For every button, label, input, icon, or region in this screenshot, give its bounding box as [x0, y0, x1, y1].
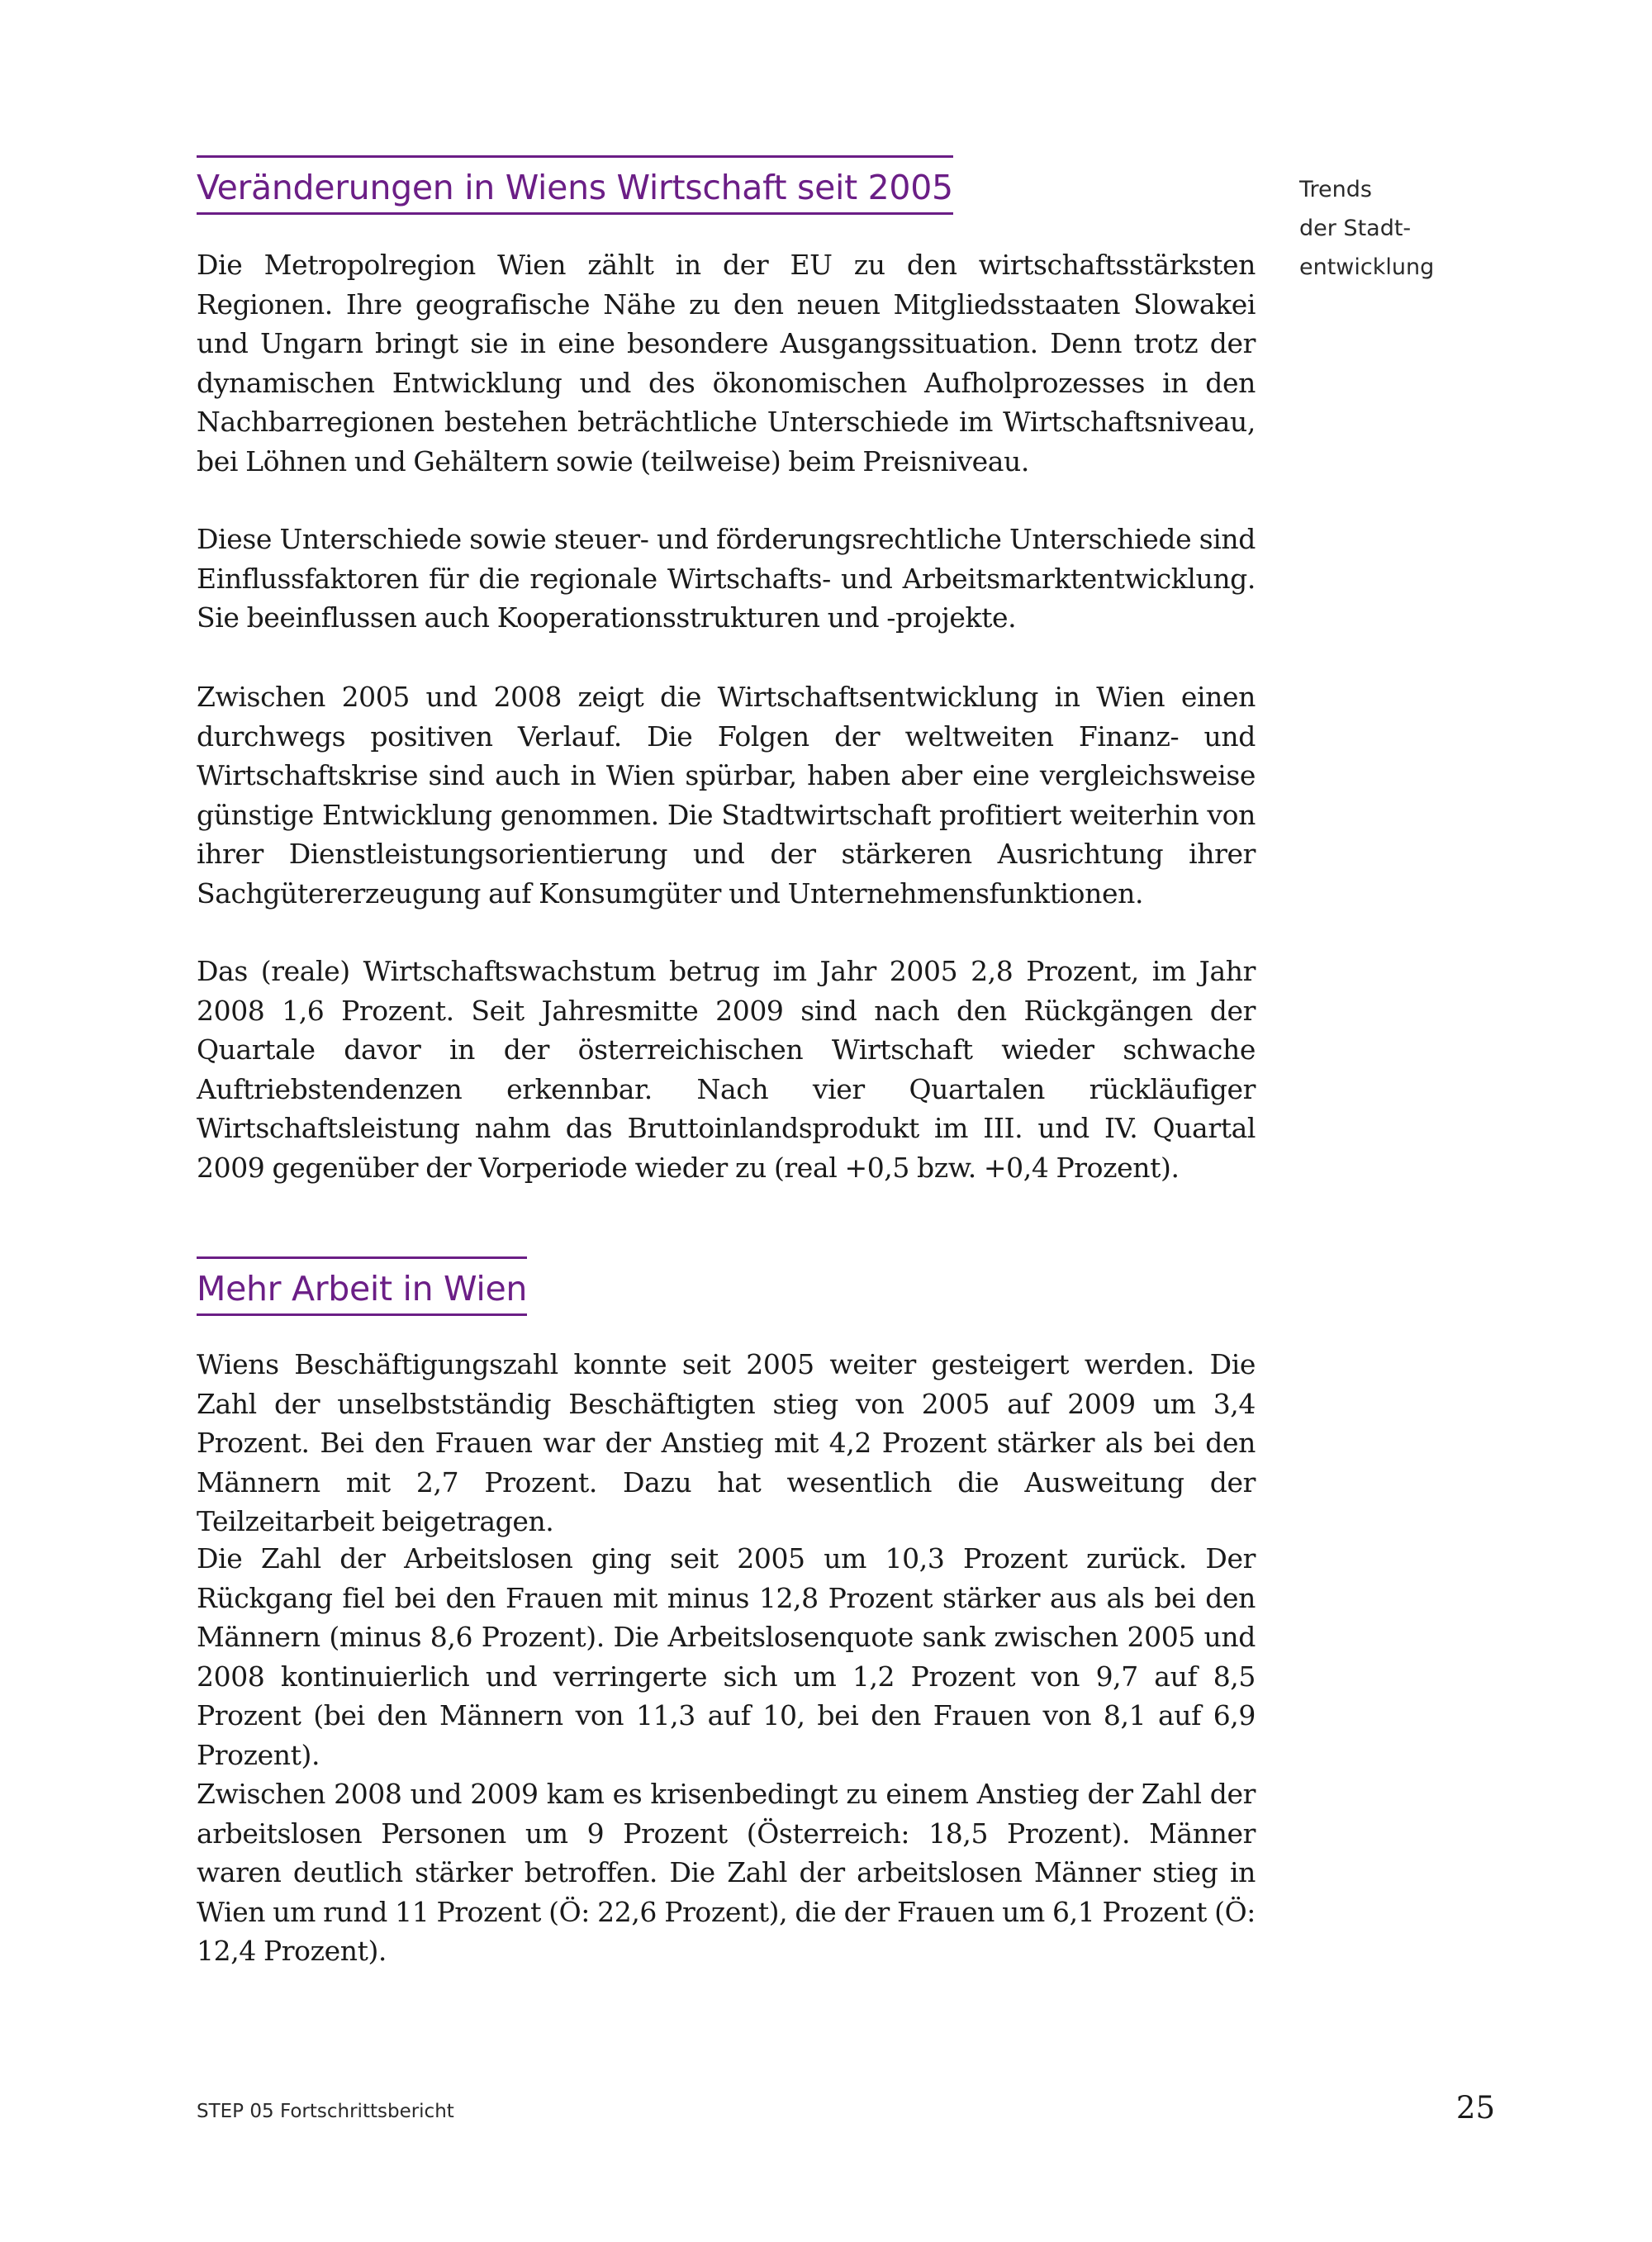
page-number: 25 [1455, 2090, 1495, 2126]
body-paragraph: Diese Unterschiede sowie steuer- und förderungsrechtliche Unterschiede sind Einflussfaktoren für die regionale Wirtschafts- und Arbeitsmarktentwicklung. Sie beeinflussen auch Kooperationsstrukturen und -projekte. [197, 523, 1256, 634]
section-heading-economy: Veränderungen in Wiens Wirtschaft seit 2005 [197, 155, 953, 215]
body-paragraph: Zwischen 2008 und 2009 kam es krisenbedingt zu einem Anstieg der Zahl der arbeitslosen Personen um 9 Prozent (Österreich: 18,5 Prozent). Männer waren deutlich stärker betroffen. Die Zahl der arbeitslosen Männer stieg in Wien um rund 11 Prozent (Ö: 22,6 Prozent), die der Frauen um 6,1 Prozent (Ö: 12,4 Prozent). [197, 1778, 1256, 1967]
section-heading-employment: Mehr Arbeit in Wien [197, 1256, 527, 1316]
sidebar-line: der Stadt- [1299, 216, 1412, 241]
body-paragraph: Zwischen 2005 und 2008 zeigt die Wirtschaftsentwicklung in Wien einen durchwegs positiven Verlauf. Die Folgen der weltweiten Finanz- und Wirtschaftskrise sind auch in Wien spürbar, haben aber eine vergleichsweise günstige Entwicklung genommen. Die Stadtwirtschaft profitiert weiterhin von ihrer Dienstleistungsorientierung und der stärkeren Ausrichtung ihrer Sachgütererzeugung auf Konsumgüter und Unternehmensfunktionen. [197, 681, 1256, 910]
body-paragraph: Das (reale) Wirtschaftswachstum betrug im Jahr 2005 2,8 Prozent, im Jahr 2008 1,6 Prozent. Seit Jahresmitte 2009 sind nach den Rückgängen der Quartale davor in der österreichischen Wirtschaft wieder schwache Auftriebstendenzen erkennbar. Nach vier Quartalen rückläufiger Wirtschaftsleistung nahm das Bruttoinlandsprodukt im III. und IV. Quartal 2009 gegenüber der Vorperiode wieder zu (real +0,5 bzw. +0,4 Prozent). [197, 955, 1256, 1184]
sidebar-line: Trends [1299, 177, 1372, 202]
body-paragraph: Die Metropolregion Wien zählt in der EU zu den wirtschaftsstärksten Regionen. Ihre geografische Nähe zu den neuen Mitgliedsstaaten Slowakei und Ungarn bringt sie in eine besondere Ausgangssituation. Denn trotz der dynamischen Entwicklung und des ökonomischen Aufholprozesses in den Nachbarregionen bestehen beträchtliche Unterschiede im Wirtschaftsniveau, bei Löhnen und Gehältern sowie (teilweise) beim Preisniveau. [197, 249, 1256, 477]
sidebar-line: entwicklung [1299, 254, 1435, 280]
body-paragraph: Wiens Beschäftigungszahl konnte seit 2005 weiter gesteigert werden. Die Zahl der unselbstständig Beschäftigten stieg von 2005 auf 2009 um 3,4 Prozent. Bei den Frauen war der Anstieg mit 4,2 Prozent stärker als bei den Männern mit 2,7 Prozent. Dazu hat wesentlich die Ausweitung der Teilzeitarbeit beigetragen. [197, 1348, 1256, 1537]
body-paragraph: Die Zahl der Arbeitslosen ging seit 2005 um 10,3 Prozent zurück. Der Rückgang fiel bei den Frauen mit minus 12,8 Prozent stärker aus als bei den Männern (minus 8,6 Prozent). Die Arbeitslosenquote sank zwischen 2005 und 2008 kontinuierlich und verringerte sich um 1,2 Prozent von 9,7 auf 8,5 Prozent (bei den Männern von 11,3 auf 10, bei den Frauen von 8,1 auf 6,9 Prozent). [197, 1542, 1256, 1771]
sidebar-topic-label [1299, 170, 1481, 287]
footer-document-title: STEP 05 Fortschrittsbericht [197, 2101, 454, 2122]
